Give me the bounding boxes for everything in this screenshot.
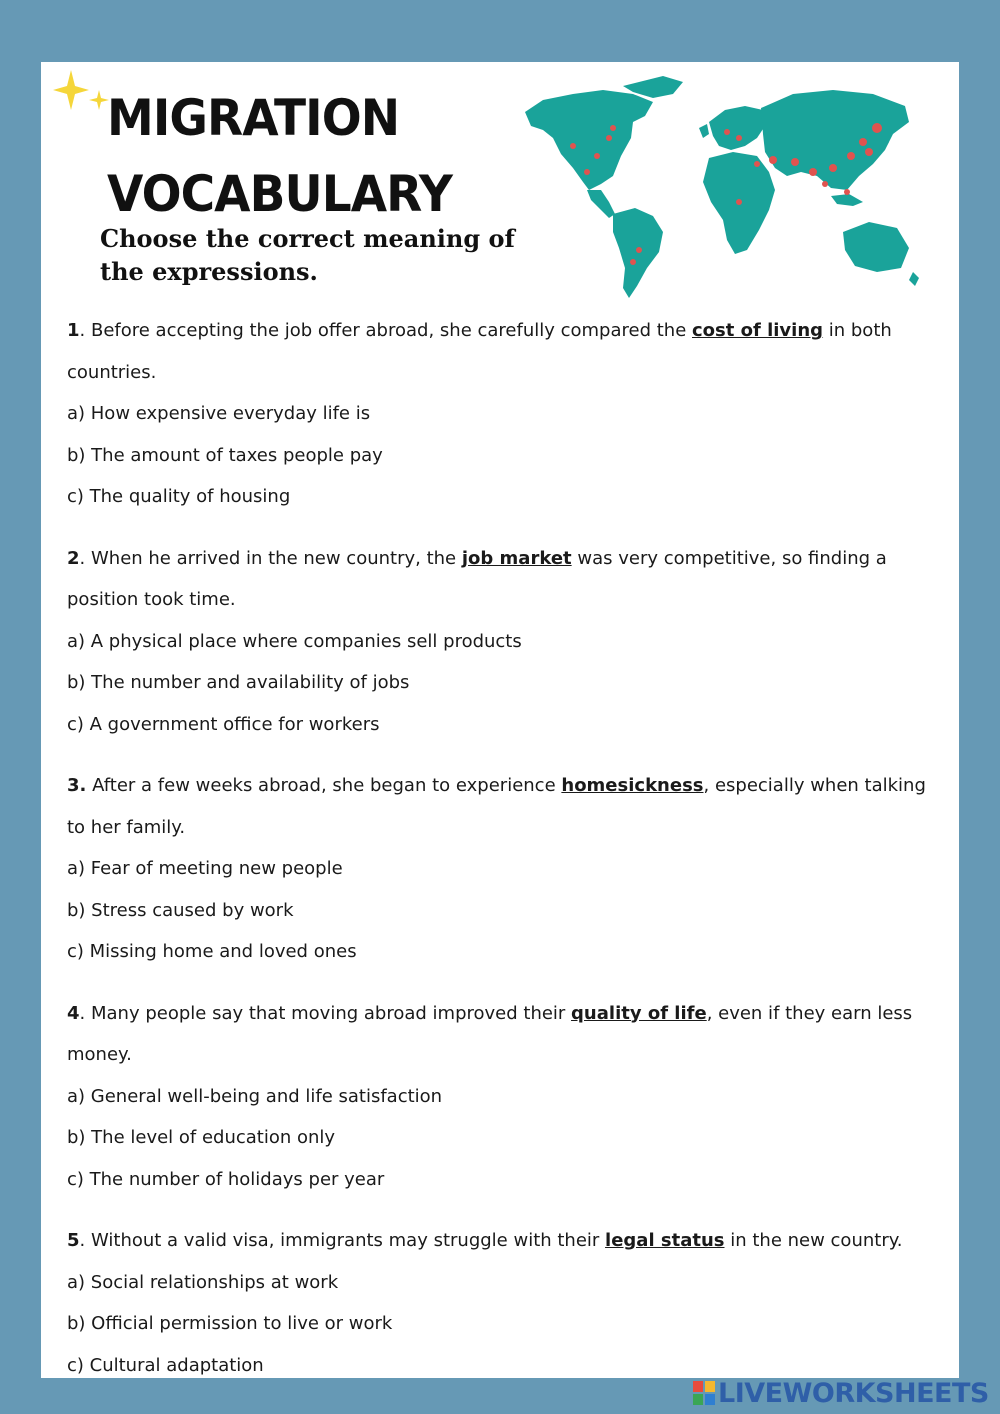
key-term: legal status	[605, 1230, 725, 1251]
question-stem	[67, 765, 937, 848]
question-text-after: in the new country.	[724, 1230, 903, 1251]
question-5	[67, 1220, 937, 1378]
question-stem	[67, 310, 937, 393]
question-stem	[67, 993, 937, 1076]
question-separator: .	[79, 1002, 91, 1024]
question-text-after: , especially when talking to her family.	[67, 775, 926, 838]
answer-option-c[interactable]: c) Cultural adaptation	[67, 1354, 264, 1376]
world-map-illustration	[513, 72, 923, 304]
answer-option-a[interactable]: a) How expensive everyday life is	[67, 403, 371, 424]
question-number: 3.	[67, 775, 87, 796]
question-stem	[67, 538, 937, 621]
key-term: cost of living	[692, 320, 824, 341]
question-separator: .	[79, 1230, 91, 1251]
question-separator: .	[79, 547, 91, 569]
key-term: job market	[461, 547, 572, 569]
question-text-after: in both countries.	[67, 320, 892, 383]
question-text-after: , even if they earn less money.	[67, 1002, 913, 1065]
answer-option-b[interactable]: b) The number and availability of jobs	[67, 672, 410, 693]
question-text-before: After a few weeks abroad, she began to experience	[92, 775, 562, 796]
liveworksheets-brand[interactable]	[692, 1376, 989, 1410]
question-separator: .	[79, 320, 91, 341]
answer-option-a[interactable]: a) Fear of meeting new people	[67, 858, 343, 879]
question-1	[67, 310, 937, 518]
answer-option-a[interactable]: a) General well-being and life satisfaction	[67, 1085, 443, 1107]
answer-option-c[interactable]: c) Missing home and loved ones	[67, 941, 357, 962]
answer-option-b[interactable]: b) Official permission to live or work	[67, 1313, 393, 1334]
page-title	[107, 80, 452, 232]
title-line-1: MIGRATION	[107, 89, 400, 147]
liveworksheets-logo-icon	[692, 1380, 716, 1406]
question-stem	[67, 1220, 937, 1262]
question-text-before: Without a valid visa, immigrants may struggle with their	[90, 1230, 606, 1251]
question-list	[67, 310, 937, 1378]
question-text-before: Many people say that moving abroad improved their	[90, 1002, 572, 1024]
worksheet-page	[41, 62, 959, 1378]
question-text-before: Before accepting the job offer abroad, she carefully compared the	[90, 320, 692, 341]
question-4	[67, 993, 937, 1201]
answer-option-b[interactable]: b) The level of education only	[67, 1127, 336, 1148]
question-3	[67, 765, 937, 973]
answer-option-a[interactable]: a) A physical place where companies sell products	[67, 630, 522, 652]
brand-name: LIVEWORKSHEETS	[718, 1377, 989, 1409]
question-number: 5	[67, 1230, 80, 1251]
sparkle-icon	[49, 68, 113, 118]
question-number: 4	[67, 1002, 80, 1024]
question-2	[67, 538, 937, 746]
key-term: quality of life	[571, 1002, 707, 1024]
instructions: Choose the correct meaning of the expressions.	[100, 224, 515, 286]
question-text-after: was very competitive, so finding a position took time.	[67, 547, 887, 610]
question-number: 1	[67, 320, 80, 341]
answer-option-b[interactable]: b) Stress caused by work	[67, 899, 294, 921]
answer-option-c[interactable]: c) A government office for workers	[67, 713, 380, 735]
key-term: homesickness	[561, 775, 704, 796]
answer-option-a[interactable]: a) Social relationships at work	[67, 1271, 339, 1293]
question-number: 2	[67, 547, 80, 569]
answer-option-c[interactable]: c) The number of holidays per year	[67, 1168, 385, 1190]
title-line-2: VOCABULARY	[107, 165, 452, 223]
answer-option-c[interactable]: c) The quality of housing	[67, 486, 291, 507]
question-text-before: When he arrived in the new country, the	[90, 547, 462, 569]
answer-option-b[interactable]: b) The amount of taxes people pay	[67, 444, 383, 466]
